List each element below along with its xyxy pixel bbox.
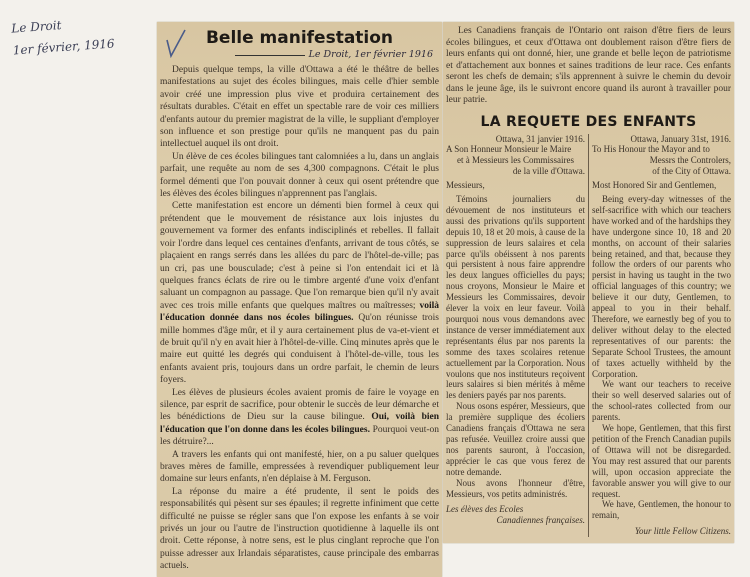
handwritten-date: 1er février, 1916	[12, 36, 116, 58]
address-line: de la ville d'Ottawa.	[512, 166, 585, 177]
bold-text: voilà l'éducation donnée dans nos écoles bilingues.	[160, 300, 440, 324]
article-continuation	[446, 26, 731, 107]
title-underline-row	[160, 49, 433, 61]
handwritten-source: Le Droit	[10, 18, 62, 36]
signature: Les élèves des Ecoles	[446, 504, 524, 515]
text-span: Qu'on réunisse trois mille hommes d'âge mûr, et il y aura certainement plus de va-et-vient et de bruit qu'il n'y en avait hier à l'hôtel-de-ville. Cinq minutes après que le maire eut quitté les degrés qui conduisent à l'hôtel-de-ville, tous les enfants avaient pris, toujours dans un ordre parfait, le chemin de leurs foyers.	[160, 313, 440, 386]
paragraph: A travers les enfants qui ont manifesté, hier, on a pu saluer quelques braves mères de famille, empressées à revendiquer publiquement leur domaine sur leurs enfants, n'en déplaise à M. Ferguson.	[160, 449, 439, 485]
signature: Canadiennes françaises.	[496, 515, 585, 526]
article-body	[160, 64, 439, 573]
bold-text: Oui, voilà bien l'éducation que l'on donne dans les écoles bilingues.	[160, 412, 440, 435]
paragraph: Being every-day witnesses of the self-sacrifice with which our teachers have worked and of the hardships they have undergone since 10, 18 and 20 months, on account of their salaries being retained, and that, because they follow the orders of our parents who persist in having us taught in the two official languages of this country; we believe it our duty, Gentlemen, to appeal to you in their behalf. Therefore, we earnestly beg of you to deliver without delay to the elected representatives of our parents: the Separate School Trustees, the amount of taxes actuelly withheld by the Corporation.	[592, 194, 731, 379]
paragraph: We hope, Gentlemen, that this first petition of the French Canadian pupils of Ottawa will not be disregarded. You may rest assured that our parents will, upon occasion appreciate the favorable answer you will give to our request.	[592, 423, 731, 499]
paragraph: Les Canadiens français de l'Ontario ont raison d'être fiers de leurs écoles bilingues, et ceux d'Ottawa ont doublement raison d'être fiers de leurs enfants qui ont donné, hier, une grande et belle leçon de patriotisme et d'attachement aux bonnes et saines traditions de leur race. Ces enfants seront les chefs de demain; s'ils apprennent à suivre le chemin du devoir dans le jeune âge, ils le suivront encore quand ils auront à travailler pour leur patrie.	[446, 26, 731, 105]
text-span: Cette manifestation est encore un démenti bien formel à ceux qui prétendent que le mouvement de résistance aux lois injustes du gouvernement va former des enfants indisciplinés et rebelles. Il fallait voir l'ordre dans lequel ces centaines d'enfants, arrivant de tous côtés, se plaçaient en rangs serrés dans les allées du parc de l'hôtel-de-ville; pas un cri, pas une bousculade; c'est à peine si l'on entendait ici et là quelques francs éclats de rire ou le timbre argenté d'une voix d'enfant saluant un compagnon au passage. Que l'on remarque bien qu'il n'y avait avec ces trois mille enfants que quelques maîtres ou maîtresses;	[160, 201, 439, 311]
address-line: To His Honour the Mayor and to	[592, 144, 710, 155]
address-line: A Son Honneur Monsieur le Maire	[446, 144, 572, 155]
address-line: Messrs the Controlers,	[649, 155, 731, 166]
clipping-belle-manifestation	[157, 22, 442, 577]
article-title: Belle manifestation	[205, 28, 394, 48]
paragraph: We have, Gentlemen, the honour to remain,	[592, 499, 731, 521]
address-line: et à Messieurs les Commissaires	[457, 155, 574, 166]
petition-columns	[446, 134, 731, 538]
address-line: of the City of Ottawa.	[652, 166, 731, 177]
handwritten-note	[11, 14, 115, 57]
checkmark-icon	[165, 28, 187, 58]
paragraph	[160, 387, 439, 449]
text-span: Pourquoi veut-on les détruire?...	[160, 424, 440, 448]
text-span: Les élèves de plusieurs écoles avaient promis de faire le voyage en silence, par esprit de sacrifice, pour obtenir le succès de leur démarche et les bénédictions de Dieu sur la cause bilingue.	[160, 387, 439, 423]
paragraph: Depuis quelque temps, la ville d'Ottawa a été le théâtre de belles manifestations au sujet des écoles bilingues, mais celle d'hier semble avoir créé une impression plus vive et produira certainement des résultats durables. C'était en effet un spectable rare de voir ces milliers d'enfants autour du premier magistrat de la ville, le suppliant d'employer son influence et son prestige pour qu'ils ne manquent pas du pain intellectuel auquel ils ont droit.	[160, 65, 439, 150]
petition-french	[446, 134, 589, 538]
title-rule	[235, 55, 305, 56]
paragraph: Témoins journaliers du dévouement de nos instituteurs et aussi des privations qu'ils supportent depuis 10, 18 et 20 mois, à cause de la suppression de leurs salaires et cela parce qu'ils obéissent à nos parents qui persistent à nous faire apprendre les deux langues officielles du pays; nous croyons, Monsieur le Maire et Messieurs les Commissaires, devoir élever la voix en leur faveur. Voilà pourquoi nous vous demandons avec instance de verser immédiatement aux représentants élus par nos parents la somme des taxes scolaires retenue actuellement par la Corporation. Nous voulons que nos instituteurs reçoivent leurs salaires si bien mérités à même les deniers payés par nos parents.	[446, 194, 585, 401]
letter-date: Ottawa, January 31st, 1916.	[630, 133, 731, 144]
handwritten-article-date: Le Droit, 1er février 1916	[308, 49, 433, 60]
salutation: Messieurs,	[446, 180, 485, 191]
petition-english	[589, 134, 731, 538]
paragraph: Nous osons espérer, Messieurs, que la première supplique des écoliers Canadiens français d'Ottawa ne sera pas refusée. Veuillez croire aussi que nos parents sauront, à l'occasion, apprécier le cas que vous ferez de notre demande.	[446, 401, 585, 477]
signature: Your little Fellow Citizens.	[634, 526, 731, 537]
paragraph: Un élève de ces écoles bilingues tant calomniées a lu, dans un anglais parfait, une requête au nom de ses 4,300 compagnons. C'était le plus formel démenti que l'on pouvait donner à ceux qui osent prétendre que les élèves des écoles bilingues n'apprennent pas l'anglais.	[160, 151, 439, 200]
paragraph: Nous avons l'honneur d'être, Messieurs, vos petits administrés.	[446, 477, 585, 499]
salutation: Most Honored Sir and Gentlemen,	[592, 180, 717, 191]
clipping-requete	[443, 22, 734, 543]
paragraph	[160, 200, 439, 386]
paragraph: We want our teachers to receive their so well deserved salaries out of the school-rates collected from our parents.	[592, 379, 731, 423]
letter-date: Ottawa, 31 janvier 1916.	[495, 133, 585, 144]
petition-title: LA REQUETE DES ENFANTS	[480, 113, 697, 130]
paragraph: La réponse du maire a été prudente, il sent le poids des responsabilités qui pèsent sur ses épaules; il regrette infiniment que cette difficulté ne puisse se régler sans que l'on expose les enfants à se voir privés un jour ou l'autre de l'instruction quotidienne à laquelle ils ont droit. Cette réponse, à notre sens, est le plus cinglant reproche que l'on puisse adresser aux Irlandais séparatistes, cause principale des embarras actuels.	[160, 486, 439, 572]
